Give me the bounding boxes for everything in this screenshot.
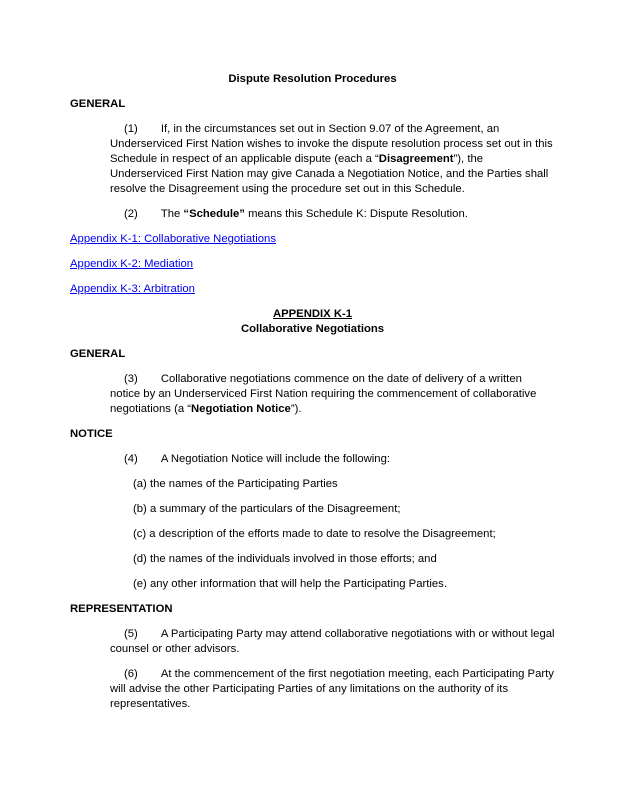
link-appendix-k2[interactable]: Appendix K-2: Mediation [70,258,194,270]
paragraph-5-number: (5) [124,628,138,640]
paragraph-2-number: (2) [124,208,138,220]
toc-link-line [70,257,555,272]
section-heading-general: GENERAL [70,98,126,110]
text-segment: means this Schedule K: Dispute Resolution. [244,208,468,220]
paragraph-3-number: (3) [124,373,138,385]
section-heading-notice: NOTICE [70,428,113,440]
text-segment: A Participating Party may attend collaborative negotiations with or without legal counsel or other advisors. [110,628,555,655]
notice-list-item-c: (c) a description of the efforts made to date to resolve the Disagreement; [133,528,496,540]
paragraph-1-number: (1) [124,123,138,135]
toc-link-line [70,232,555,247]
paragraph-5 [110,627,555,657]
text-segment: Collaborative negotiations commence on the date of delivery of a written notice by an Underserviced First Nation requiring the commencement of collaborative negotiations (a “ [110,373,537,415]
notice-list-item-b: (b) a summary of the particulars of the Disagreement; [133,503,401,515]
paragraph-1 [110,122,555,197]
paragraph-6 [110,667,555,712]
text-segment: A Negotiation Notice will include the following: [160,453,391,465]
notice-list-item-e: (e) any other information that will help the Participating Parties. [133,578,447,590]
bold-term: Disagreement [378,153,454,165]
text-segment: At the commencement of the first negotiation meeting, each Participating Party will advise the other Participating Parties of any limitations on the authority of its representatives. [110,668,554,710]
notice-list-item-a: (a) the names of the Participating Parties [133,478,338,490]
paragraph-4-text [161,453,390,465]
paragraph-3-text [110,373,536,415]
bold-term: “Schedule” [183,208,245,220]
paragraph-2 [110,207,555,222]
paragraph-6-text [110,668,554,710]
section-heading-general-k1: GENERAL [70,348,126,360]
paragraph-2-text [161,208,468,220]
document-title: Dispute Resolution Procedures [228,73,397,85]
section-heading-representation: REPRESENTATION [70,603,173,615]
paragraph-3 [110,372,555,417]
text-segment: The [160,208,184,220]
notice-list-item-d: (d) the names of the individuals involved in those efforts; and [133,553,437,565]
appendix-k1-subheading: Collaborative Negotiations [240,323,385,335]
paragraph-6-number: (6) [124,668,138,680]
text-segment: ”), the Underserviced First Nation may give Canada a Negotiation Notice, and the Parties shall resolve the Disagreement using the procedure set out in this Schedule. [110,153,549,195]
paragraph-1-text [110,123,553,195]
link-appendix-k1[interactable]: Appendix K-1: Collaborative Negotiations [70,233,276,245]
link-appendix-k3[interactable]: Appendix K-3: Arbitration [70,283,195,295]
text-segment: If, in the circumstances set out in Section 9.07 of the Agreement, an Underserviced First Nation wishes to invoke the dispute resolution process set out in this Schedule in respect of an applicable dispute (each a “ [110,123,553,165]
appendix-k1-heading: APPENDIX K-1 [272,308,353,320]
bold-term: Negotiation Notice [191,403,291,415]
appendix-k1-heading-block [70,307,555,337]
paragraph-4-number: (4) [124,453,138,465]
paragraph-4 [110,452,555,467]
paragraph-5-text [110,628,555,655]
toc-link-line [70,282,555,297]
text-segment: ”). [290,403,302,415]
